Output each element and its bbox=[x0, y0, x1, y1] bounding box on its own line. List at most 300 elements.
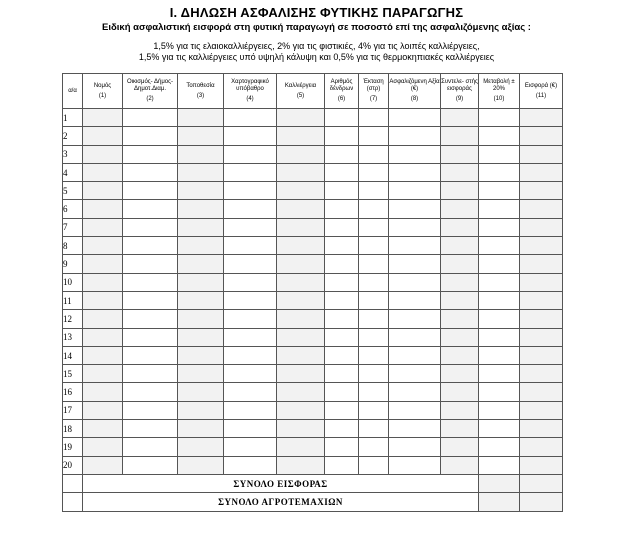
entry-cell[interactable] bbox=[359, 182, 389, 200]
entry-cell[interactable] bbox=[277, 218, 325, 236]
entry-cell[interactable] bbox=[277, 255, 325, 273]
entry-cell[interactable] bbox=[178, 365, 224, 383]
column-header-number: (9) bbox=[455, 96, 464, 102]
entry-cell[interactable] bbox=[325, 456, 359, 474]
entry-cell[interactable] bbox=[389, 273, 441, 291]
table-row bbox=[63, 255, 563, 273]
entry-cell[interactable] bbox=[359, 383, 389, 401]
row-number: 8 bbox=[63, 237, 83, 255]
entry-cell[interactable] bbox=[441, 255, 479, 273]
entry-cell[interactable] bbox=[83, 127, 123, 145]
entry-cell[interactable] bbox=[359, 163, 389, 181]
column-header bbox=[325, 74, 359, 109]
entry-cell[interactable] bbox=[178, 291, 224, 309]
row-number: 9 bbox=[63, 255, 83, 273]
entry-cell[interactable] bbox=[83, 438, 123, 456]
entry-cell[interactable] bbox=[123, 237, 178, 255]
total-parcels-label: ΣΥΝΟΛΟ ΑΓΡΟΤΕΜΑΧΙΩΝ bbox=[83, 493, 479, 511]
entry-cell[interactable] bbox=[123, 109, 178, 127]
entry-cell[interactable] bbox=[479, 237, 520, 255]
total-contribution-label: ΣΥΝΟΛΟ ΕΙΣΦΟΡΑΣ bbox=[83, 474, 479, 492]
column-header bbox=[479, 74, 520, 109]
entry-cell[interactable] bbox=[389, 255, 441, 273]
entry-cell[interactable] bbox=[441, 200, 479, 218]
entry-cell[interactable] bbox=[389, 456, 441, 474]
entry-cell[interactable] bbox=[520, 200, 563, 218]
entry-cell[interactable] bbox=[359, 456, 389, 474]
entry-cell[interactable] bbox=[123, 310, 178, 328]
entry-cell[interactable] bbox=[359, 109, 389, 127]
entry-cell[interactable] bbox=[441, 218, 479, 236]
table-row bbox=[63, 438, 563, 456]
entry-cell[interactable] bbox=[389, 218, 441, 236]
rate-note-line-1: 1,5% για τις ελαιοκαλλιέργειες, 2% για τις φιστικιές, 4% για τις λοιπές καλλιέργειες, bbox=[153, 41, 480, 51]
entry-cell[interactable] bbox=[479, 291, 520, 309]
row-number: 14 bbox=[63, 346, 83, 364]
row-number: 17 bbox=[63, 401, 83, 419]
entry-cell[interactable] bbox=[479, 273, 520, 291]
table-row bbox=[63, 163, 563, 181]
entry-cell[interactable] bbox=[359, 328, 389, 346]
entry-cell[interactable] bbox=[520, 310, 563, 328]
entry-cell[interactable] bbox=[389, 365, 441, 383]
table-row bbox=[63, 291, 563, 309]
entry-cell[interactable] bbox=[224, 163, 277, 181]
column-header-number: (11) bbox=[535, 92, 547, 99]
entry-cell[interactable] bbox=[359, 145, 389, 163]
entry-cell[interactable] bbox=[224, 401, 277, 419]
table-row bbox=[63, 109, 563, 127]
entry-cell[interactable] bbox=[441, 237, 479, 255]
entry-cell[interactable] bbox=[520, 420, 563, 438]
entry-cell[interactable] bbox=[224, 346, 277, 364]
entry-cell[interactable] bbox=[325, 200, 359, 218]
entry-cell[interactable] bbox=[178, 310, 224, 328]
entry-cell[interactable] bbox=[123, 456, 178, 474]
entry-cell[interactable] bbox=[277, 182, 325, 200]
entry-cell[interactable] bbox=[277, 346, 325, 364]
entry-cell[interactable] bbox=[224, 383, 277, 401]
form-title: Ι. ΔΗΛΩΣΗ ΑΣΦΑΛΙΣΗΣ ΦΥΤΙΚΗΣ ΠΑΡΑΓΩΓΗΣ bbox=[169, 5, 464, 20]
entry-cell[interactable] bbox=[520, 456, 563, 474]
total-contribution-row bbox=[63, 474, 563, 492]
entry-cell[interactable] bbox=[479, 255, 520, 273]
column-header-number: (3) bbox=[196, 92, 205, 99]
entry-cell[interactable] bbox=[325, 310, 359, 328]
entry-cell[interactable] bbox=[123, 438, 178, 456]
entry-cell[interactable] bbox=[224, 200, 277, 218]
entry-cell[interactable] bbox=[123, 383, 178, 401]
entry-cell[interactable] bbox=[441, 273, 479, 291]
entry-cell[interactable] bbox=[359, 127, 389, 145]
declaration-table bbox=[62, 73, 563, 512]
entry-cell[interactable] bbox=[441, 456, 479, 474]
entry-cell[interactable] bbox=[479, 438, 520, 456]
entry-cell[interactable] bbox=[479, 145, 520, 163]
entry-cell[interactable] bbox=[520, 401, 563, 419]
entry-cell[interactable] bbox=[224, 328, 277, 346]
entry-cell[interactable] bbox=[325, 328, 359, 346]
entry-cell[interactable] bbox=[325, 255, 359, 273]
entry-cell[interactable] bbox=[389, 438, 441, 456]
column-header-label: Τοποθεσία bbox=[186, 82, 215, 89]
entry-cell[interactable] bbox=[325, 346, 359, 364]
entry-cell[interactable] bbox=[224, 127, 277, 145]
row-number: 15 bbox=[63, 365, 83, 383]
entry-cell[interactable] bbox=[178, 145, 224, 163]
entry-cell[interactable] bbox=[441, 182, 479, 200]
entry-cell[interactable] bbox=[178, 420, 224, 438]
table-header-row bbox=[63, 74, 563, 109]
entry-cell[interactable] bbox=[441, 438, 479, 456]
entry-cell[interactable] bbox=[479, 328, 520, 346]
row-number: 1 bbox=[63, 109, 83, 127]
entry-cell[interactable] bbox=[277, 383, 325, 401]
table-row bbox=[63, 383, 563, 401]
column-header bbox=[178, 74, 224, 109]
column-header bbox=[441, 74, 479, 109]
entry-cell[interactable] bbox=[389, 182, 441, 200]
entry-cell[interactable] bbox=[178, 383, 224, 401]
entry-cell[interactable] bbox=[520, 218, 563, 236]
column-header-label: Οικισμός- Δήμος- Δημοτ.Διαμ. bbox=[126, 79, 174, 92]
total-contribution-extra-cell[interactable] bbox=[520, 474, 563, 492]
entry-cell[interactable] bbox=[178, 109, 224, 127]
entry-cell[interactable] bbox=[441, 328, 479, 346]
entry-cell[interactable] bbox=[389, 420, 441, 438]
entry-cell[interactable] bbox=[83, 401, 123, 419]
entry-cell[interactable] bbox=[277, 163, 325, 181]
row-number: 13 bbox=[63, 328, 83, 346]
entry-cell[interactable] bbox=[359, 237, 389, 255]
entry-cell[interactable] bbox=[520, 273, 563, 291]
entry-cell[interactable] bbox=[325, 365, 359, 383]
entry-cell[interactable] bbox=[123, 163, 178, 181]
column-header bbox=[389, 74, 441, 109]
entry-cell[interactable] bbox=[277, 200, 325, 218]
row-number: 3 bbox=[63, 145, 83, 163]
entry-cell[interactable] bbox=[83, 456, 123, 474]
table-row bbox=[63, 273, 563, 291]
table-row bbox=[63, 346, 563, 364]
entry-cell[interactable] bbox=[479, 310, 520, 328]
table-row bbox=[63, 182, 563, 200]
table-row bbox=[63, 145, 563, 163]
totals-spacer-cell bbox=[63, 493, 83, 511]
total-contribution-value-cell[interactable] bbox=[479, 474, 520, 492]
column-header-label: Συντελε- στής εισφοράς bbox=[441, 79, 478, 92]
entry-cell[interactable] bbox=[479, 420, 520, 438]
entry-cell[interactable] bbox=[178, 401, 224, 419]
column-header bbox=[63, 74, 83, 109]
entry-cell[interactable] bbox=[520, 328, 563, 346]
entry-cell[interactable] bbox=[123, 346, 178, 364]
entry-cell[interactable] bbox=[389, 328, 441, 346]
entry-cell[interactable] bbox=[224, 182, 277, 200]
entry-cell[interactable] bbox=[224, 365, 277, 383]
entry-cell[interactable] bbox=[479, 383, 520, 401]
entry-cell[interactable] bbox=[325, 291, 359, 309]
row-number: 7 bbox=[63, 218, 83, 236]
entry-cell[interactable] bbox=[178, 346, 224, 364]
column-header-label: Ασφαλιζόμενη Αξία (€) bbox=[389, 79, 440, 92]
entry-cell[interactable] bbox=[389, 109, 441, 127]
entry-cell[interactable] bbox=[277, 456, 325, 474]
entry-cell[interactable] bbox=[123, 200, 178, 218]
entry-cell[interactable] bbox=[520, 163, 563, 181]
entry-cell[interactable] bbox=[83, 182, 123, 200]
entry-cell[interactable] bbox=[178, 182, 224, 200]
entry-cell[interactable] bbox=[178, 218, 224, 236]
entry-cell[interactable] bbox=[277, 438, 325, 456]
entry-cell[interactable] bbox=[359, 218, 389, 236]
entry-cell[interactable] bbox=[178, 127, 224, 145]
entry-cell[interactable] bbox=[123, 420, 178, 438]
column-header-label: Νομός bbox=[93, 82, 112, 89]
entry-cell[interactable] bbox=[389, 200, 441, 218]
entry-cell[interactable] bbox=[277, 273, 325, 291]
column-header bbox=[359, 74, 389, 109]
entry-cell[interactable] bbox=[479, 200, 520, 218]
column-header bbox=[224, 74, 277, 109]
column-header-number: (8) bbox=[410, 96, 419, 102]
entry-cell[interactable] bbox=[123, 145, 178, 163]
row-number: 18 bbox=[63, 420, 83, 438]
entry-cell[interactable] bbox=[359, 346, 389, 364]
entry-cell[interactable] bbox=[441, 291, 479, 309]
entry-cell[interactable] bbox=[224, 109, 277, 127]
entry-cell[interactable] bbox=[83, 200, 123, 218]
entry-cell[interactable] bbox=[359, 401, 389, 419]
column-header-label: Μεταβολή ± 20% bbox=[483, 79, 515, 92]
entry-cell[interactable] bbox=[277, 310, 325, 328]
rate-note-line-2: 1,5% για τις καλλιέργειες υπό υψηλή κάλυψη και 0,5% για τις θερμοκηπιακές καλλιέργειες bbox=[138, 52, 495, 62]
entry-cell[interactable] bbox=[224, 310, 277, 328]
entry-cell[interactable] bbox=[441, 346, 479, 364]
entry-cell[interactable] bbox=[325, 163, 359, 181]
column-header bbox=[520, 74, 563, 109]
entry-cell[interactable] bbox=[178, 200, 224, 218]
entry-cell[interactable] bbox=[479, 218, 520, 236]
entry-cell[interactable] bbox=[325, 109, 359, 127]
entry-cell[interactable] bbox=[277, 365, 325, 383]
entry-cell[interactable] bbox=[389, 127, 441, 145]
table-row bbox=[63, 401, 563, 419]
entry-cell[interactable] bbox=[123, 273, 178, 291]
entry-cell[interactable] bbox=[359, 310, 389, 328]
entry-cell[interactable] bbox=[441, 163, 479, 181]
entry-cell[interactable] bbox=[83, 328, 123, 346]
entry-cell[interactable] bbox=[441, 145, 479, 163]
row-number: 4 bbox=[63, 163, 83, 181]
entry-cell[interactable] bbox=[389, 163, 441, 181]
row-number: 16 bbox=[63, 383, 83, 401]
entry-cell[interactable] bbox=[224, 438, 277, 456]
entry-cell[interactable] bbox=[83, 291, 123, 309]
entry-cell[interactable] bbox=[325, 237, 359, 255]
entry-cell[interactable] bbox=[123, 365, 178, 383]
entry-cell[interactable] bbox=[123, 255, 178, 273]
entry-cell[interactable] bbox=[325, 383, 359, 401]
entry-cell[interactable] bbox=[83, 346, 123, 364]
entry-cell[interactable] bbox=[325, 182, 359, 200]
entry-cell[interactable] bbox=[520, 438, 563, 456]
entry-cell[interactable] bbox=[83, 255, 123, 273]
entry-cell[interactable] bbox=[359, 365, 389, 383]
entry-cell[interactable] bbox=[325, 218, 359, 236]
entry-cell[interactable] bbox=[441, 401, 479, 419]
entry-cell[interactable] bbox=[479, 401, 520, 419]
row-number: 19 bbox=[63, 438, 83, 456]
entry-cell[interactable] bbox=[389, 310, 441, 328]
entry-cell[interactable] bbox=[441, 310, 479, 328]
entry-cell[interactable] bbox=[359, 420, 389, 438]
entry-cell[interactable] bbox=[479, 109, 520, 127]
row-number: 20 bbox=[63, 456, 83, 474]
column-header-number: (1) bbox=[98, 92, 107, 99]
entry-cell[interactable] bbox=[123, 401, 178, 419]
entry-cell[interactable] bbox=[325, 273, 359, 291]
entry-cell[interactable] bbox=[441, 420, 479, 438]
entry-cell[interactable] bbox=[224, 420, 277, 438]
total-parcels-extra-cell[interactable] bbox=[520, 493, 563, 511]
entry-cell[interactable] bbox=[479, 365, 520, 383]
entry-cell[interactable] bbox=[389, 383, 441, 401]
entry-cell[interactable] bbox=[479, 346, 520, 364]
entry-cell[interactable] bbox=[325, 145, 359, 163]
entry-cell[interactable] bbox=[479, 127, 520, 145]
entry-cell[interactable] bbox=[83, 273, 123, 291]
row-number: 2 bbox=[63, 127, 83, 145]
entry-cell[interactable] bbox=[520, 346, 563, 364]
table-row bbox=[63, 218, 563, 236]
entry-cell[interactable] bbox=[389, 346, 441, 364]
entry-cell[interactable] bbox=[123, 218, 178, 236]
column-header-label: Έκταση (στρ) bbox=[363, 79, 384, 92]
entry-cell[interactable] bbox=[83, 383, 123, 401]
entry-cell[interactable] bbox=[479, 182, 520, 200]
entry-cell[interactable] bbox=[520, 182, 563, 200]
column-header-number: (2) bbox=[146, 96, 154, 102]
entry-cell[interactable] bbox=[441, 365, 479, 383]
entry-cell[interactable] bbox=[277, 127, 325, 145]
entry-cell[interactable] bbox=[389, 291, 441, 309]
entry-cell[interactable] bbox=[224, 456, 277, 474]
entry-cell[interactable] bbox=[520, 145, 563, 163]
entry-cell[interactable] bbox=[83, 163, 123, 181]
entry-cell[interactable] bbox=[277, 401, 325, 419]
entry-cell[interactable] bbox=[277, 109, 325, 127]
entry-cell[interactable] bbox=[83, 109, 123, 127]
column-header bbox=[83, 74, 123, 109]
entry-cell[interactable] bbox=[359, 291, 389, 309]
entry-cell[interactable] bbox=[520, 291, 563, 309]
entry-cell[interactable] bbox=[359, 438, 389, 456]
entry-cell[interactable] bbox=[277, 328, 325, 346]
entry-cell[interactable] bbox=[520, 255, 563, 273]
entry-cell[interactable] bbox=[479, 163, 520, 181]
entry-cell[interactable] bbox=[224, 291, 277, 309]
total-parcels-value-cell[interactable] bbox=[479, 493, 520, 511]
entry-cell[interactable] bbox=[83, 310, 123, 328]
entry-cell[interactable] bbox=[359, 273, 389, 291]
entry-cell[interactable] bbox=[123, 291, 178, 309]
entry-cell[interactable] bbox=[389, 401, 441, 419]
entry-cell[interactable] bbox=[277, 237, 325, 255]
entry-cell[interactable] bbox=[389, 237, 441, 255]
totals-spacer-cell bbox=[63, 474, 83, 492]
table-row bbox=[63, 456, 563, 474]
column-header-label: Καλλιέργεια bbox=[284, 82, 317, 89]
entry-cell[interactable] bbox=[178, 456, 224, 474]
entry-cell[interactable] bbox=[389, 145, 441, 163]
entry-cell[interactable] bbox=[123, 127, 178, 145]
entry-cell[interactable] bbox=[520, 109, 563, 127]
entry-cell[interactable] bbox=[325, 401, 359, 419]
table-row bbox=[63, 328, 563, 346]
column-header-number: (7) bbox=[369, 96, 378, 102]
entry-cell[interactable] bbox=[178, 273, 224, 291]
entry-cell[interactable] bbox=[277, 291, 325, 309]
entry-cell[interactable] bbox=[325, 420, 359, 438]
entry-cell[interactable] bbox=[441, 109, 479, 127]
entry-cell[interactable] bbox=[83, 145, 123, 163]
entry-cell[interactable] bbox=[123, 182, 178, 200]
total-parcels-row bbox=[63, 493, 563, 511]
entry-cell[interactable] bbox=[224, 237, 277, 255]
entry-cell[interactable] bbox=[123, 328, 178, 346]
entry-cell[interactable] bbox=[359, 200, 389, 218]
entry-cell[interactable] bbox=[83, 420, 123, 438]
table-row bbox=[63, 200, 563, 218]
table-row bbox=[63, 310, 563, 328]
entry-cell[interactable] bbox=[441, 127, 479, 145]
entry-cell[interactable] bbox=[224, 218, 277, 236]
entry-cell[interactable] bbox=[520, 237, 563, 255]
column-header-label: Χαρτογραφικό υπόβαθρο bbox=[231, 79, 269, 92]
entry-cell[interactable] bbox=[178, 237, 224, 255]
entry-cell[interactable] bbox=[83, 237, 123, 255]
entry-cell[interactable] bbox=[178, 328, 224, 346]
table-row bbox=[63, 365, 563, 383]
entry-cell[interactable] bbox=[224, 273, 277, 291]
column-header-label: Αριθμός δένδρων bbox=[329, 79, 354, 92]
entry-cell[interactable] bbox=[520, 383, 563, 401]
entry-cell[interactable] bbox=[277, 420, 325, 438]
entry-cell[interactable] bbox=[325, 127, 359, 145]
entry-cell[interactable] bbox=[83, 365, 123, 383]
entry-cell[interactable] bbox=[325, 438, 359, 456]
entry-cell[interactable] bbox=[178, 438, 224, 456]
row-number: 10 bbox=[63, 273, 83, 291]
entry-cell[interactable] bbox=[224, 145, 277, 163]
table-row bbox=[63, 420, 563, 438]
entry-cell[interactable] bbox=[520, 127, 563, 145]
column-header-number: (4) bbox=[246, 96, 254, 102]
entry-cell[interactable] bbox=[224, 255, 277, 273]
entry-cell[interactable] bbox=[178, 255, 224, 273]
entry-cell[interactable] bbox=[83, 218, 123, 236]
entry-cell[interactable] bbox=[178, 163, 224, 181]
entry-cell[interactable] bbox=[359, 255, 389, 273]
column-header-label: α/α bbox=[68, 87, 77, 94]
row-number: 6 bbox=[63, 200, 83, 218]
entry-cell[interactable] bbox=[520, 365, 563, 383]
entry-cell[interactable] bbox=[277, 145, 325, 163]
table-row bbox=[63, 127, 563, 145]
entry-cell[interactable] bbox=[441, 383, 479, 401]
entry-cell[interactable] bbox=[479, 456, 520, 474]
